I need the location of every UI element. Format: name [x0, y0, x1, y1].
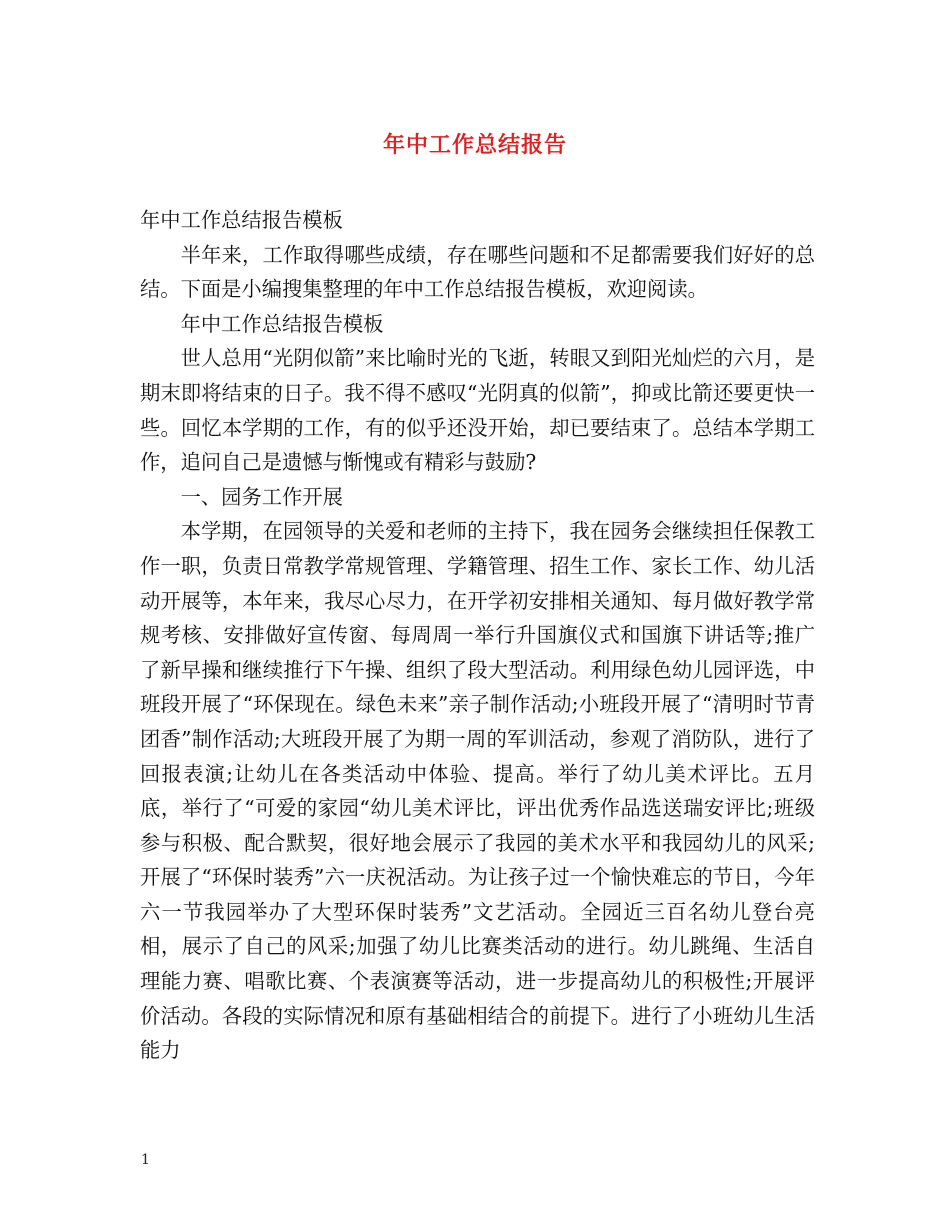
section-heading-template: 年中工作总结报告模板 [180, 311, 384, 336]
document-body [140, 203, 815, 1068]
intro-paragraph: 半年来，工作取得哪些成绩，存在哪些问题和不足都需要我们好好的总结。下面是小编搜集整理的年中工作总结报告模板，欢迎阅读。 [140, 242, 815, 302]
opening-paragraph: 世人总用“光阴似箭”来比喻时光的飞逝，转眼又到阳光灿烂的六月，是期末即将结束的日子。我不得不感叹“光阴真的似箭”，抑或比箭还要更快一些。回忆本学期的工作，有的似乎还没开始，却已要结束了。总结本学期工作，追问自己是遗憾与惭愧或有精彩与鼓励? [140, 346, 815, 475]
section-heading-1: 一、园务工作开展 [180, 484, 343, 509]
document-title: 年中工作总结报告 [382, 132, 567, 158]
body-paragraph: 本学期，在园领导的关爱和老师的主持下，我在园务会继续担任保教工作一职，负责日常教学常规管理、学籍管理、招生工作、家长工作、幼儿活动开展等，本年来，我尽心尽力，在开学初安排相关通知、每月做好教学常规考核、安排做好宣传窗、每周周一举行升国旗仪式和国旗下讲话等;推广了新早操和继续推行下午操、组织了段大型活动。利用绿色幼儿园评选，中班段开展了“环保现在。绿色未来”亲子制作活动;小班段开展了“清明时节青团香”制作活动;大班段开展了为期一周的军训活动，参观了消防队，进行了回报表演;让幼儿在各类活动中体验、提高。举行了幼儿美术评比。五月底，举行了“可爱的家园“幼儿美术评比，评出优秀作品选送瑞安评比;班级参与积极、配合默契，很好地会展示了我园的美术水平和我园幼儿的风采;开展了“环保时装秀”六一庆祝活动。为让孩子过一个愉快难忘的节日，今年六一节我园举办了大型环保时装秀”文艺活动。全园近三百名幼儿登台亮相，展示了自己的风采;加强了幼儿比赛类活动的进行。幼儿跳绳、生活自理能力赛、唱歌比赛、个表演赛等活动，进一步提高幼儿的积极性;开展评价活动。各段的实际情况和原有基础相结合的前提下。进行了小班幼儿生活能力 [140, 519, 815, 1063]
subtitle-paragraph: 年中工作总结报告模板 [140, 208, 343, 232]
page-number: 1 [141, 1152, 150, 1168]
